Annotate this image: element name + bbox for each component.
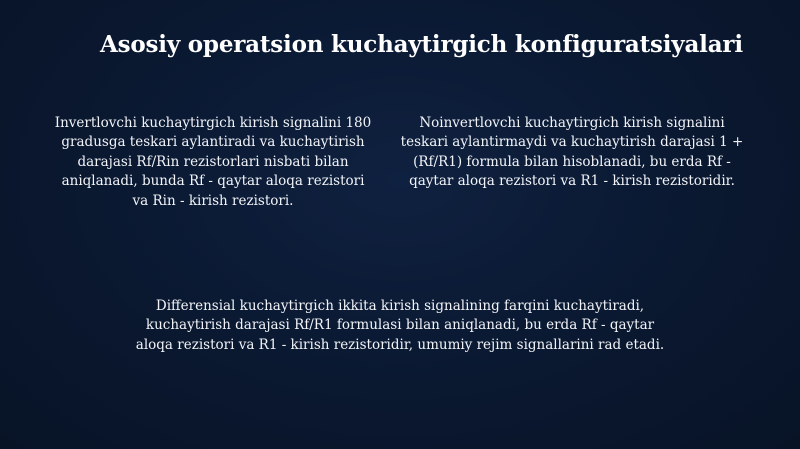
inverting-amplifier-text: Invertlovchi kuchaytirgich kirish signalini 180 gradusga teskari aylantiradi va kuchaytirish darajasi Rf/Rin rezistorlari nisbati bilan aniqlanadi, bunda Rf - qaytar aloqa rezistori va Rin - kirish rezistori.	[54, 115, 372, 209]
differential-amplifier-text: Differensial kuchaytirgich ikkita kirish signalining farqini kuchaytiradi, kuchaytirish darajasi Rf/R1 formulasi bilan aniqlanadi, bu erda Rf - qaytar aloqa rezistori va R1 - kirish rezistoridir, umumiy rejim signallarini rad etadi.	[135, 298, 665, 353]
slide-title: Asosiy operatsion kuchaytirgich konfiguratsiyalari	[100, 31, 743, 58]
non-inverting-amplifier-text: Noinvertlovchi kuchaytirgich kirish signalini teskari aylantirmaydi va kuchaytirish darajasi 1 + (Rf/R1) formula bilan hisoblanadi, bu erda Rf - qaytar aloqa rezistori va R1 - kirish rezistoridir.	[400, 115, 744, 190]
